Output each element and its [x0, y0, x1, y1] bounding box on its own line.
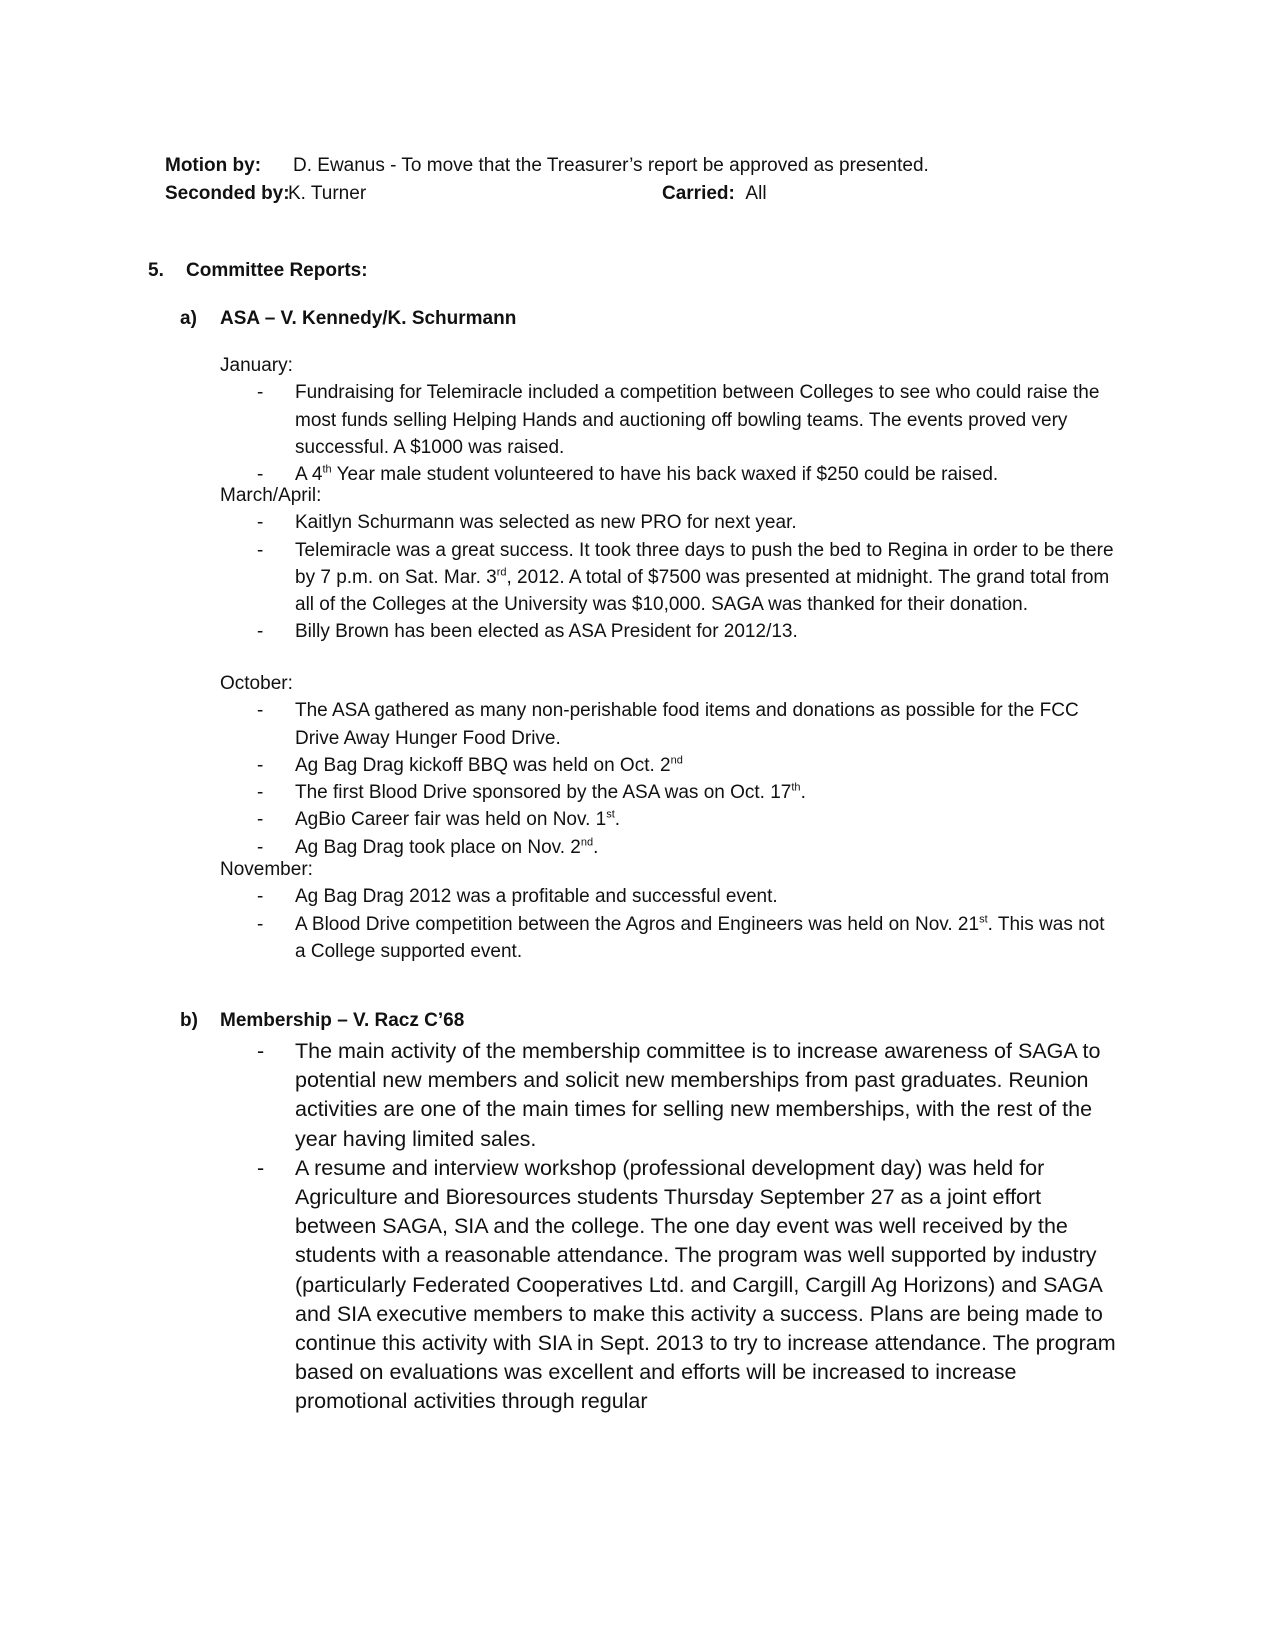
list-item — [220, 911, 1120, 966]
list-item-text: A resume and interview workshop (professional development day) was held for Agriculture and Bioresources students Thursday September 27 as a joint effort between SAGA, SIA and the college. The one day event was well received by the students with a reasonable attendance. The program was well supported by industry (particularly Federated Cooperatives Ltd. and Cargill, Cargill Ag Horizons) and SAGA and SIA executive members to make this activity a success. Plans are being made to continue this activity with SIA in Sept. 2013 to try to increase attendance. The program based on evaluations was excellent and efforts will be increased to increase promotional activities through regular — [295, 1155, 1116, 1414]
bullet-dash: - — [257, 754, 264, 776]
bullet-dash: - — [257, 1155, 265, 1180]
list-item-text: Ag Bag Drag took place on Nov. 2 — [295, 836, 581, 858]
list-item-text: AgBio Career fair was held on Nov. 1 — [295, 809, 607, 831]
ordinal-suffix: th — [791, 781, 801, 794]
list-item — [220, 618, 1120, 645]
bullet-dash: - — [257, 782, 264, 804]
list-item — [220, 1037, 1120, 1154]
bullet-dash: - — [257, 836, 264, 858]
carried-label: Carried: — [662, 183, 735, 204]
bullet-list — [220, 697, 1120, 861]
membership-title: Membership – V. Racz C’68 — [220, 1010, 465, 1031]
motion-block — [165, 152, 929, 208]
period-label: March/April: — [220, 485, 322, 506]
bullet-list — [220, 883, 1120, 965]
list-item — [220, 752, 1120, 779]
bullet-dash: - — [257, 809, 264, 831]
motion-row — [165, 152, 929, 180]
list-item-text: A 4 — [295, 464, 323, 486]
section-number: 5. — [148, 260, 164, 281]
bullet-list — [220, 1037, 1120, 1417]
asa-title: ASA – V. Kennedy/K. Schurmann — [220, 308, 517, 329]
membership-heading — [180, 1010, 464, 1032]
list-item-text: Ag Bag Drag 2012 was a profitable and successful event. — [295, 886, 778, 908]
bullet-dash: - — [257, 621, 264, 643]
ordinal-suffix: nd — [580, 836, 594, 849]
list-item — [220, 509, 1120, 536]
list-item-text: Billy Brown has been elected as ASA President for 2012/13. — [295, 621, 798, 643]
list-item-text: . — [800, 782, 806, 804]
list-item — [220, 379, 1120, 461]
period-october — [220, 670, 1120, 861]
period-march-april — [220, 482, 1120, 646]
asa-heading — [180, 308, 516, 330]
ordinal-suffix: rd — [496, 566, 507, 579]
list-item-text: Fundraising for Telemiracle included a competition between Colleges to see who could raise the most funds selling Helping Hands and auctioning off bowling teams. The events proved very successful. A $1000 was raised. — [295, 382, 1100, 458]
bullet-dash: - — [257, 886, 264, 908]
bullet-dash: - — [257, 913, 264, 935]
carried-text: All — [745, 183, 767, 204]
list-item-text: The ASA gathered as many non-perishable food items and donations as possible for the FCC Drive Away Hunger Food Drive. — [295, 700, 1079, 749]
list-item-text: The main activity of the membership committee is to increase awareness of SAGA to potential new members and solicit new memberships from past graduates. Reunion activities are one of the main times for selling new memberships, with the rest of the year having limited sales. — [295, 1039, 1101, 1151]
period-november — [220, 856, 1120, 965]
bullet-dash: - — [257, 464, 264, 486]
period-label: November: — [220, 859, 313, 880]
bullet-list — [220, 509, 1120, 645]
list-item — [220, 537, 1120, 619]
asa-letter: a) — [180, 308, 197, 329]
list-item-text: The first Blood Drive sponsored by the ASA was on Oct. 17 — [295, 782, 792, 804]
section-title: Committee Reports: — [186, 260, 368, 281]
ordinal-suffix: st — [606, 809, 615, 822]
carried-group — [662, 180, 767, 208]
membership-block — [220, 1037, 1120, 1417]
ordinal-suffix: st — [979, 913, 988, 926]
list-item-text: Ag Bag Drag kickoff BBQ was held on Oct. 2 — [295, 754, 671, 776]
ordinal-suffix: nd — [670, 754, 683, 767]
seconded-row — [165, 180, 929, 208]
list-item-text: Kaitlyn Schurmann was selected as new PRO for next year. — [295, 512, 797, 534]
list-item-text: . This was not a College supported event. — [295, 913, 1105, 962]
list-item-text: . — [593, 836, 599, 858]
list-item-text: A Blood Drive competition between the Agros and Engineers was held on Nov. 21 — [295, 913, 980, 935]
bullet-dash: - — [257, 700, 264, 722]
bullet-list — [220, 379, 1120, 488]
bullet-dash: - — [257, 512, 264, 534]
list-item — [220, 1154, 1120, 1417]
seconded-by-text: K. Turner — [288, 183, 367, 204]
list-item-text: Telemiracle was a great success. It took three days to push the bed to Regina in order to be there by 7 p.m. on Sat. Mar. 3 — [295, 539, 1114, 588]
list-item — [220, 806, 1120, 833]
period-january — [220, 352, 1120, 488]
period-label: October: — [220, 673, 293, 694]
list-item — [220, 697, 1120, 752]
ordinal-suffix: th — [322, 463, 332, 476]
bullet-dash: - — [257, 1039, 265, 1063]
motion-by-text: D. Ewanus - To move that the Treasurer’s report be approved as presented. — [293, 155, 929, 176]
list-item — [220, 779, 1120, 806]
seconded-by-label: Seconded by: — [165, 183, 290, 204]
period-label: January: — [220, 355, 293, 376]
list-item-text: Year male student volunteered to have his back waxed if $250 could be raised. — [331, 464, 999, 486]
bullet-dash: - — [257, 539, 264, 561]
bullet-dash: - — [257, 382, 264, 404]
section-heading — [148, 260, 368, 282]
list-item — [220, 883, 1120, 910]
membership-letter: b) — [180, 1010, 198, 1031]
list-item-text: . — [614, 809, 621, 831]
motion-by-label: Motion by: — [165, 155, 262, 176]
list-item-text: , 2012. A total of $7500 was presented at midnight. The grand total from all of the Colleges at the University was $10,000. SAGA was thanked for their donation. — [295, 566, 1110, 616]
